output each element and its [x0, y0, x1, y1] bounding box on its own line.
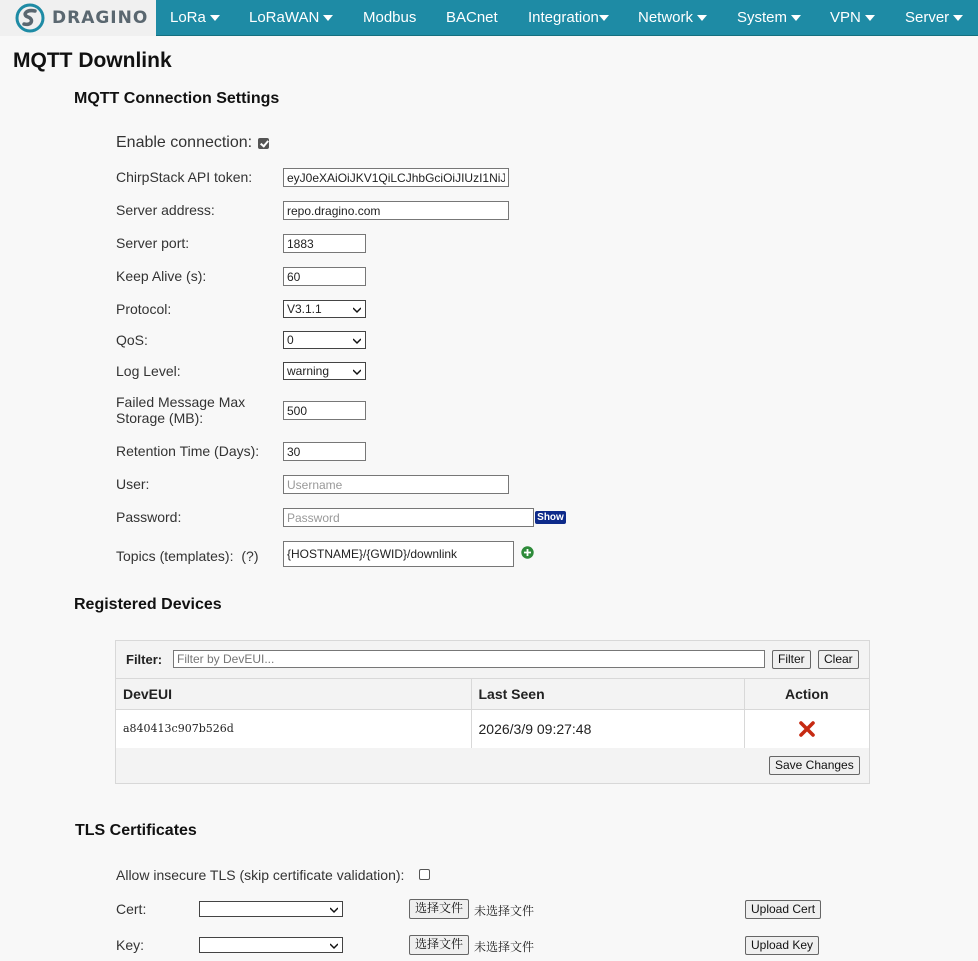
- topics-label: [116, 548, 259, 564]
- server-address-input[interactable]: [283, 201, 509, 220]
- delete-x-icon[interactable]: [798, 720, 816, 738]
- topics-help-link[interactable]: (?): [241, 548, 259, 564]
- cert-label: Cert:: [116, 901, 147, 917]
- log-level-select-value: warning: [287, 364, 330, 378]
- retention-input[interactable]: [283, 442, 366, 461]
- nav-vpn[interactable]: [830, 0, 875, 36]
- devices-panel: [115, 640, 870, 784]
- protocol-label: Protocol:: [116, 301, 172, 317]
- qos-select-value: 0: [287, 333, 294, 347]
- nav-bacnet-label: BACnet: [446, 9, 498, 26]
- password-input[interactable]: [283, 508, 534, 527]
- column-header-last-seen: Last Seen: [471, 679, 744, 710]
- table-row: [116, 710, 869, 748]
- nav-system[interactable]: [737, 0, 801, 36]
- user-label: User:: [116, 476, 150, 492]
- devices-table: [116, 678, 869, 748]
- save-changes-button[interactable]: Save Changes: [769, 756, 860, 775]
- topics-input[interactable]: [283, 541, 514, 567]
- nav-lorawan-label: LoRaWAN: [249, 9, 320, 26]
- qos-label: QoS:: [116, 332, 148, 348]
- log-level-label: Log Level:: [116, 363, 181, 379]
- key-choose-file-button[interactable]: 选择文件: [409, 935, 469, 955]
- upload-key-button[interactable]: Upload Key: [745, 936, 819, 955]
- filter-label: Filter:: [126, 652, 163, 667]
- nav-lorawan[interactable]: [249, 0, 333, 36]
- key-label: Key:: [116, 937, 145, 953]
- action-cell: [744, 710, 869, 748]
- connection-settings-title: MQTT Connection Settings: [74, 90, 280, 107]
- upload-cert-button[interactable]: Upload Cert: [745, 900, 821, 919]
- top-navbar: [0, 0, 978, 36]
- api-token-input[interactable]: [283, 168, 509, 187]
- chevron-down-icon: [865, 15, 875, 21]
- protocol-select-value: V3.1.1: [287, 302, 322, 316]
- column-header-deveui: DevEUI: [116, 679, 471, 710]
- brand-logo[interactable]: [0, 0, 156, 36]
- chevron-down-icon: [330, 942, 338, 950]
- server-address-label: Server address:: [116, 202, 215, 218]
- insecure-tls-label: Allow insecure TLS (skip certificate validation):: [116, 867, 405, 883]
- nav-lora[interactable]: [170, 0, 220, 36]
- keep-alive-input[interactable]: [283, 267, 366, 286]
- retention-label: Retention Time (Days):: [116, 443, 260, 459]
- cert-no-file-text: 未选择文件: [474, 904, 535, 918]
- nav-network[interactable]: [638, 0, 707, 36]
- key-select[interactable]: [199, 937, 343, 953]
- nav-integration-label: Integration: [528, 9, 599, 26]
- cert-choose-file-button[interactable]: 选择文件: [409, 899, 469, 919]
- chevron-down-icon: [599, 15, 609, 21]
- nav-server[interactable]: [905, 0, 963, 36]
- nav-lora-label: LoRa: [170, 9, 206, 26]
- last-seen-cell: 2026/3/9 09:27:48: [471, 710, 744, 748]
- server-port-label: Server port:: [116, 235, 190, 251]
- registered-devices-title: Registered Devices: [74, 596, 222, 613]
- failed-storage-input[interactable]: [283, 401, 366, 420]
- protocol-select[interactable]: [283, 300, 366, 318]
- filter-input[interactable]: [173, 650, 765, 668]
- enable-connection-label: Enable connection:: [116, 134, 253, 151]
- chevron-down-icon: [791, 15, 801, 21]
- chevron-down-icon: [210, 15, 220, 21]
- cert-select[interactable]: [199, 901, 343, 917]
- chevron-down-icon: [953, 15, 963, 21]
- api-token-label: ChirpStack API token:: [116, 169, 253, 185]
- chevron-down-icon: [330, 906, 338, 914]
- chevron-down-icon: [353, 337, 361, 345]
- add-topic-icon[interactable]: [521, 546, 534, 559]
- table-header-row: [116, 679, 869, 710]
- nav-server-label: Server: [905, 9, 950, 26]
- nav-integration[interactable]: [528, 0, 609, 36]
- qos-select[interactable]: [283, 331, 366, 349]
- filter-button[interactable]: Filter: [772, 650, 811, 669]
- page-title: MQTT Downlink: [13, 49, 172, 72]
- chevron-down-icon: [353, 368, 361, 376]
- column-header-action: Action: [744, 679, 869, 710]
- user-input[interactable]: [283, 475, 509, 494]
- brand-name: DRAGINO: [52, 8, 149, 28]
- keep-alive-label: Keep Alive (s):: [116, 268, 207, 284]
- nav-modbus[interactable]: [363, 0, 416, 36]
- password-label: Password:: [116, 509, 182, 525]
- topics-label-text: Topics (templates):: [116, 548, 234, 564]
- log-level-select[interactable]: [283, 362, 366, 380]
- key-no-file-text: 未选择文件: [474, 940, 535, 954]
- deveui-cell: a840413c907b526d: [116, 710, 471, 748]
- nav-vpn-label: VPN: [830, 9, 861, 26]
- tls-certificates-title: TLS Certificates: [75, 822, 197, 839]
- enable-connection-checkbox[interactable]: [258, 138, 269, 149]
- dragino-logo-icon: [14, 3, 46, 33]
- chevron-down-icon: [353, 306, 361, 314]
- insecure-tls-checkbox[interactable]: [419, 869, 430, 880]
- nav-system-label: System: [737, 9, 788, 26]
- failed-storage-label: [116, 394, 245, 426]
- chevron-down-icon: [323, 15, 333, 21]
- server-port-input[interactable]: [283, 234, 366, 253]
- failed-storage-label-line1: Failed Message Max: [116, 394, 246, 410]
- chevron-down-icon: [697, 15, 707, 21]
- show-password-button[interactable]: Show: [535, 511, 566, 524]
- failed-storage-label-line2: Storage (MB):: [116, 410, 204, 426]
- nav-network-label: Network: [638, 9, 694, 26]
- nav-modbus-label: Modbus: [363, 9, 417, 26]
- nav-bacnet[interactable]: [446, 0, 498, 36]
- clear-button[interactable]: Clear: [818, 650, 859, 669]
